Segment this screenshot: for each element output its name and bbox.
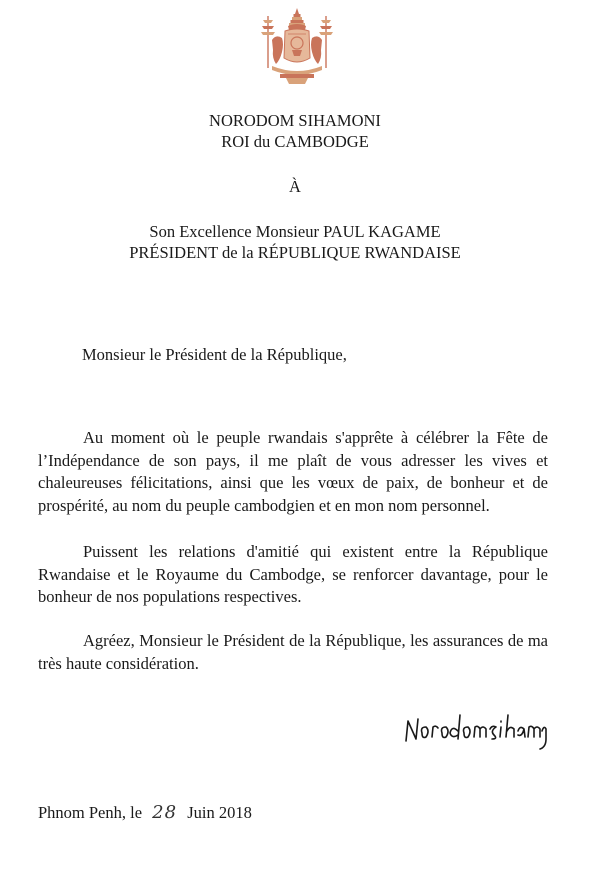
- date-day: 28: [152, 802, 178, 823]
- place-and-date: [38, 802, 252, 823]
- date-month-year: Juin 2018: [187, 803, 252, 822]
- paragraph-1: Au moment où le peuple rwandais s'apprête à célébrer la Fête de l’Indépendance de son pays, il me plaît de vous adresser les vives et chaleureuses félicitations, ainsi que les vœux de paix, de bonheur et de prospérité, au nom du peuple cambodgien et en mon nom personnel.: [38, 428, 548, 515]
- recipient-line-1: Son Excellence Monsieur PAUL KAGAME: [149, 222, 441, 241]
- salutation: Monsieur le Président de la République,: [82, 345, 347, 364]
- sender-title: ROI du CAMBODGE: [221, 132, 369, 151]
- to-marker: À: [289, 177, 301, 196]
- paragraph-3: Agréez, Monsieur le Président de la République, les assurances de ma très haute considération.: [38, 631, 548, 673]
- handwritten-signature: [400, 707, 550, 757]
- sender-name: NORODOM SIHAMONI: [209, 111, 381, 130]
- recipient-line-2: PRÉSIDENT de la RÉPUBLIQUE RWANDAISE: [129, 243, 461, 262]
- paragraph-2: Puissent les relations d'amitié qui existent entre la République Rwandaise et le Royaume du Cambodge, se renforcer davantage, pour le bonheur de nos populations respectives.: [38, 542, 548, 606]
- place-prefix: Phnom Penh, le: [38, 803, 143, 822]
- royal-arms-icon: [258, 6, 336, 88]
